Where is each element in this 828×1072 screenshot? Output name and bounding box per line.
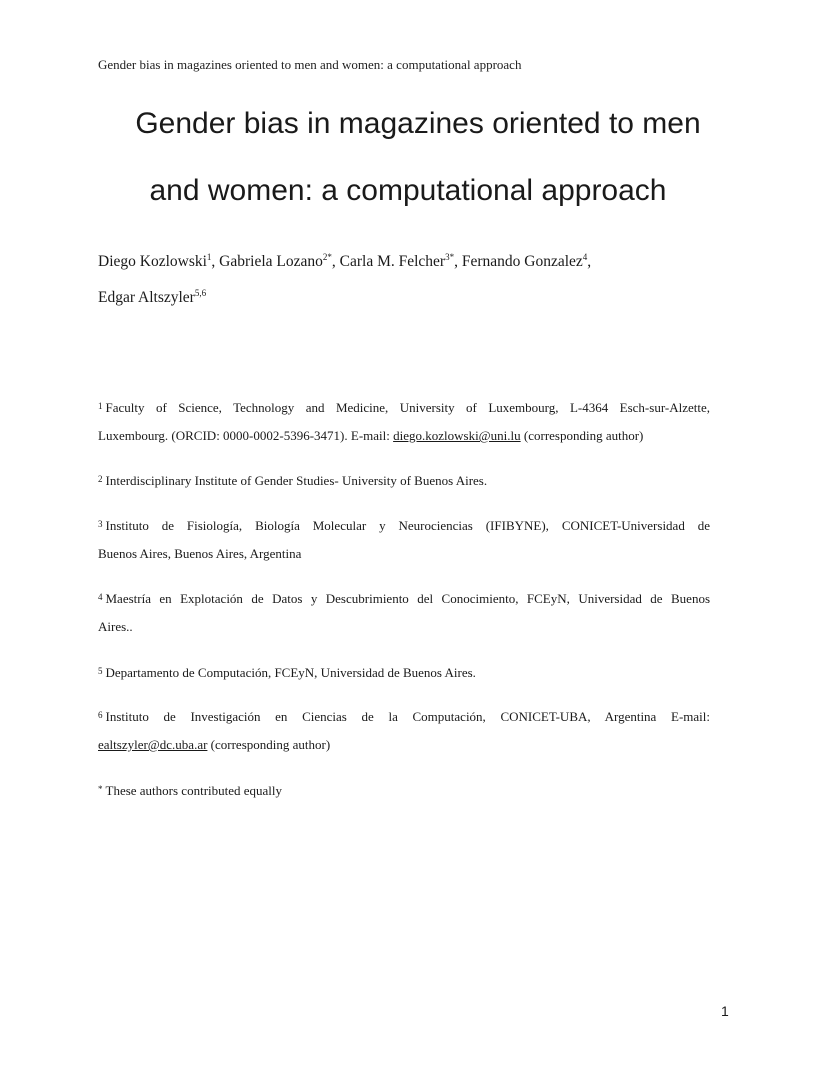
affiliation-line [98, 465, 710, 494]
affiliation-text: (corresponding author) [207, 737, 331, 752]
affiliation-5 [98, 657, 710, 686]
affiliation-line [98, 657, 710, 686]
footnote-mark: * [98, 784, 103, 794]
author-affiliation-mark: 3* [445, 252, 455, 262]
affiliation-line: Buenos Aires, Buenos Aires, Argentina [98, 546, 302, 561]
affiliation-line [98, 510, 710, 539]
page-number: 1 [721, 1003, 729, 1019]
affiliation-number: 4 [98, 592, 103, 602]
affiliation-1 [98, 392, 710, 450]
author-separator: , [211, 253, 220, 270]
affiliation-text: (corresponding author) [520, 428, 644, 443]
author-name: Fernando Gonzalez [461, 253, 583, 270]
affiliation-text: Luxembourg. (ORCID: 0000-0002-5396-3471). E-mail: [98, 428, 394, 443]
affiliation-text: Interdisciplinary Institute of Gender Studies- University of Buenos Aires. [105, 473, 488, 488]
author-list-line-2 [98, 289, 206, 307]
author-affiliation-mark: 2* [322, 252, 332, 262]
author-list-line-1 [98, 253, 591, 271]
affiliation-line [98, 392, 710, 421]
affiliation-text: Departamento de Computación, FCEyN, Universidad de Buenos Aires. [105, 665, 476, 680]
affiliation-line [98, 701, 710, 730]
affiliation-line [98, 730, 710, 759]
running-header: Gender bias in magazines oriented to men and women: a computational approach [98, 57, 522, 72]
affiliation-number: 1 [98, 401, 103, 411]
affiliation-number: 5 [98, 666, 103, 676]
affiliation-number: 6 [98, 710, 103, 720]
email-link[interactable]: diego.kozlowski@uni.lu [393, 428, 521, 443]
affiliation-text: Instituto de Fisiología, Biología Molecular y Neurociencias (IFIBYNE), CONICET-Universidad de [105, 518, 710, 533]
affiliation-6 [98, 701, 710, 759]
author-name: Carla M. Felcher [339, 253, 446, 270]
author-affiliation-mark: 4 [582, 252, 588, 262]
paper-title-line-2: and women: a computational approach [149, 174, 667, 207]
affiliation-line [98, 775, 710, 804]
author-separator: , [331, 253, 340, 270]
affiliation-line: Aires.. [98, 619, 133, 634]
author-separator: , [587, 253, 592, 270]
affiliation-text: Faculty of Science, Technology and Medicine, University of Luxembourg, L-4364 Esch-sur-Alzette, [105, 400, 710, 415]
affiliation-text: Maestría en Explotación de Datos y Descubrimiento del Conocimiento, FCEyN, Universidad de Buenos [105, 591, 710, 606]
author-name: Gabriela Lozano [219, 253, 323, 270]
affiliation-number: 2 [98, 474, 103, 484]
affiliation-number: 3 [98, 519, 103, 529]
affiliation-3 [98, 510, 710, 568]
author-separator: , [454, 253, 462, 270]
affiliation-line [98, 421, 710, 450]
email-link[interactable]: ealtszyler@dc.uba.ar [98, 737, 208, 752]
author-affiliation-mark: 5,6 [194, 288, 207, 298]
author-affiliation-mark: 1 [206, 252, 212, 262]
affiliation-4 [98, 583, 710, 641]
affiliation-2 [98, 465, 710, 494]
equal-contribution-note [98, 775, 710, 804]
author-name: Edgar Altszyler [98, 289, 195, 306]
author-name: Diego Kozlowski [98, 253, 207, 270]
affiliation-line [98, 583, 710, 612]
affiliation-text: Instituto de Investigación en Ciencias de la Computación, CONICET-UBA, Argentina E-mail: [105, 709, 710, 724]
footnote-text: These authors contributed equally [105, 783, 283, 798]
paper-title-line-1: Gender bias in magazines oriented to men [135, 107, 701, 140]
